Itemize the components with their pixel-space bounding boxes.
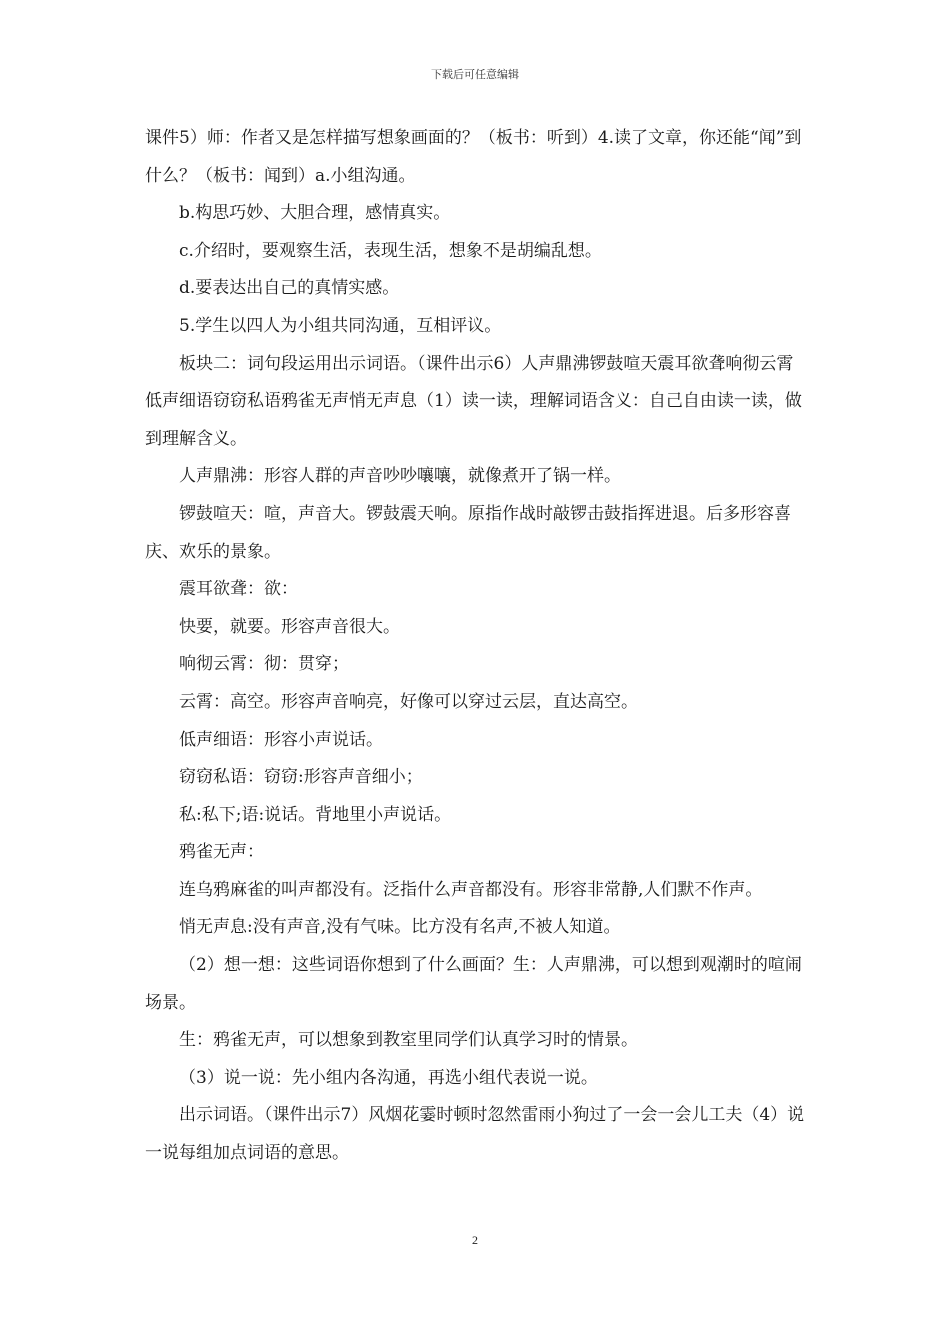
paragraph: 窃窃私语：窃窃:形容声音细小； [179,767,423,788]
paragraph: c.介绍时，要观察生活，表现生活，想象不是胡编乱想。 [179,240,602,261]
paragraph: 连乌鸦麻雀的叫声都没有。泛指什么声音都没有。形容非常静,人们默不作声。 [179,879,763,900]
paragraph: 低声细语：形容小声说话。 [179,729,383,750]
paragraph: 板块二：词句段运用出示词语。（课件出示6）人声鼎沸锣鼓喧天震耳欲聋响彻云霄低声细语窃窃私语鸦雀无声悄无声息（1）读一读，理解词语含义：自己自由读一读，做到理解含义。 [145,353,802,449]
document-body [145,120,810,1173]
paragraph: 响彻云霄：彻：贯穿； [179,654,349,675]
paragraph: 课件5）师：作者又是怎样描写想象画面的？（板书：听到）4.读了文章，你还能“闻”到什么？（板书：闻到）a.小组沟通。 [145,128,802,186]
paragraph: 悄无声息:没有声音,没有气味。比方没有名声,不被人知道。 [179,917,621,938]
paragraph: d.要表达出自己的真情实感。 [179,278,400,299]
paragraph: 鸦雀无声： [179,842,264,863]
paragraph: 快要，就要。形容声音很大。 [179,616,400,637]
page-header: 下载后可任意编辑 [431,68,519,81]
paragraph: 私:私下;语:说话。背地里小声说话。 [179,804,452,825]
paragraph: 出示词语。（课件出示7）风烟花霎时顿时忽然雷雨小狗过了一会一会儿工夫（4）说一说每组加点词语的意思。 [145,1105,805,1164]
paragraph: 人声鼎沸：形容人群的声音吵吵嚷嚷，就像煮开了锅一样。 [179,466,621,487]
paragraph: 锣鼓喧天：喧，声音大。锣鼓震天响。原指作战时敲锣击鼓指挥进退。后多形容喜庆、欢乐的景象。 [145,503,791,562]
paragraph: 震耳欲聋：欲： [179,579,298,600]
paragraph: b.构思巧妙、大胆合理，感情真实。 [179,203,451,224]
paragraph: 5.学生以四人为小组共同沟通，互相评议。 [179,315,502,336]
paragraph: （3）说一说：先小组内各沟通，再选小组代表说一说。 [179,1067,598,1088]
page-number: 2 [472,1233,478,1247]
paragraph: （2）想一想：这些词语你想到了什么画面？生：人声鼎沸，可以想到观潮时的喧闹场景。 [145,955,802,1013]
paragraph: 生：鸦雀无声，可以想象到教室里同学们认真学习时的情景。 [179,1030,638,1051]
paragraph: 云霄：高空。形容声音响亮，好像可以穿过云层，直达高空。 [179,691,638,712]
